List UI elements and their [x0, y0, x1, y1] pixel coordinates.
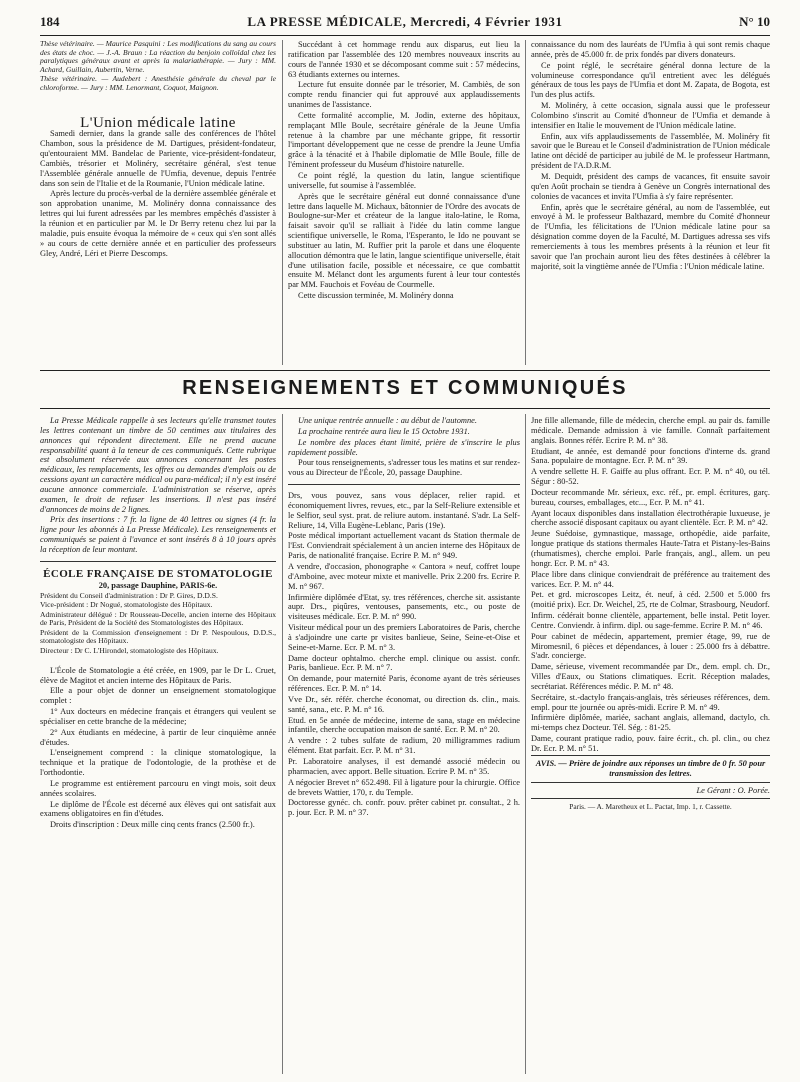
classified-ad: Drs, vous pouvez, sans vous déplacer, relier rapid. et économiquement livres, revues, etc., par la Self-Reliure extensible et le Selfior, seul syst. prat. de reliure autom. instantané. S'adr. La Self-Reliure, 14, Villa Eugène-Leblanc, Paris (19e). [288, 491, 520, 530]
classified-ad: Infirmière diplômée d'Etat, sy. tres références, cherche sit. assistante aupr. Drs., piqûres, ventouses, pansements, etc., ou poste de visiteuses médicale. Ecr. P. M. n° 990. [288, 592, 520, 622]
paragraph: Le diplôme de l'École est décerné aux élèves qui ont satisfait aux examens obligatoires en fin d'études. [40, 799, 276, 819]
officer-line: Administrateur délégué : Dr Rousseau-Decelle, ancien interne des Hôpitaux de Paris, Président de la Société des Stomatologistes des Hôpitaux. [40, 609, 276, 628]
column-divider [282, 40, 283, 365]
top-column-3 [531, 40, 770, 272]
paragraph: Le nombre des places étant limité, prière de s'inscrire le plus rapidement possible. [288, 437, 520, 457]
classified-ad: Place libre dans clinique conviendrait de préférence au traitement des varices. Ecr. P. M. n° 44. [531, 569, 770, 589]
ads-rule [288, 484, 520, 485]
classified-ad: Dame docteur ophtalmo. cherche empl. clinique ou assist. confr. Paris, banlieue. Ecr. P. M. n° 7. [288, 653, 520, 673]
classified-ad: Etudiant, 4e année, est demandé pour fonctions d'interne ds. grand Sana. populaire de montagne. Ecr. P. M. n° 39. [531, 446, 770, 466]
thesis-entry: Thèse vétérinaire. — Maurice Pasquini : Les modifications du sang au cours des états de choc. — J.-A. Braun : La réaction du benjoin colloïdal chez les paralytiques généraux avant et après la malariathérapie. — Jury : MM. Achard, Guillain, Aubertin, Verne. [40, 39, 276, 74]
classified-ad: Poste médical important actuellement vacant ds Station thermale de l'Est. Conviendrait spécialement à un ancien interne des Hôpitaux de Paris, de nationalité française. Ecrire P. M. n° 949. [288, 531, 520, 561]
header-rule [40, 35, 770, 36]
paragraph: Lecture fut ensuite donnée par le trésorier, M. Cambiès, de son compte rendu financier qui fut approuvé aux applaudissements unanimes de l'assistance. [288, 80, 520, 110]
top-column-1 [40, 40, 276, 259]
classified-ad: Infirmière diplômée, mariée, sachant anglais, allemand, dactylo, ch. mi-temps chez Docteur. Tél. Ség. : 81-25. [531, 713, 770, 733]
classified-ad: Infirm. cédérait bonne clientèle, appartement, belle instal. Petit loyer. Centre. Conviendr. à infirm. dipl. ou sage-femme. Ecrire P. M. n° 46. [531, 611, 770, 630]
page-number: 184 [40, 14, 60, 29]
classified-ad: Secrétaire, st.-dactylo français-anglais, très sérieuses références, dem. empl. pour tte journée ou après-midi. Ecrire P. M. n° 49. [531, 692, 770, 712]
paragraph: Enfin, aux vifs applaudissements de l'assemblée, M. Molinéry fit savoir que le Bureau et le Conseil d'administration de l'Union médicale latine ont décidé de participer au jubilé de M. le professeur Hartmann, président de l'A.D.R.M. [531, 131, 770, 171]
column-divider [525, 414, 526, 1074]
officer-line: Directeur : Dr C. L'Hirondel, stomatologiste des Hôpitaux. [40, 646, 219, 656]
officer-line: Président de la Commission d'enseignement : Dr P. Nespoulous, D.D.S., stomatologiste des Hôpitaux. [40, 627, 276, 646]
notice-paragraph: La Presse Médicale rappelle à ses lecteurs qu'elle transmet toutes les lettres contenant un timbre de 50 centimes aux titulaires des annonces qui répondent directement. Elle ne prend aucune responsabilité quant à la teneur de ces communiqués. Cette rubrique est absolument réservée aux annonces concernant les postes médicaux, les remplacements, les offres ou demandes d'emplois ou de cessions ayant un caractère médical ou para-médical; il n'y est inséré aucune annonce commerciale. L'administration se réserve, après examen, le droit de refuser les insertions. Il n'est pas inséré d'annonces de moins de 2 lignes. [40, 416, 276, 514]
notices-column-1 [40, 416, 276, 831]
paragraph: Ce point réglé, la question du latin, langue scientifique universelle, fut soumise à l'assemblée. [288, 170, 520, 190]
paragraph: Droits d'inscription : Deux mille cinq cents francs (2.500 fr.). [50, 820, 255, 830]
section-rule [40, 370, 770, 371]
classified-ad: A vendre sellette H. F. Gaiffe au plus offrant. Ecr. P. M. n° 40, ou tél. Ségur : 80-52. [531, 467, 770, 487]
paragraph: La prochaine rentrée aura lieu le 15 Octobre 1931. [298, 426, 470, 436]
paragraph: Cette formalité accomplie, M. Jodin, externe des hôpitaux, remplaçant Mlle Boule, secrétaire générale de la Jeune Umfia retenue à la chambre par une méchante grippe, fit ressortir l'important développement que ne cesse de prendre la Jeune Umfia grâce à la ténacité et à l'habile diplomatie de Mlle Boule, fille de l'éminent professeur du Muséum d'histoire naturelle. [288, 110, 520, 170]
classified-ad: Jne fille allemande, fille de médecin, cherche empl. au pair ds. famille médicale. Demande admission à vie famille. Connaît parfaitement anglais. Bonnes référ. Ecrire P. M. n° 38. [531, 416, 770, 445]
classified-ad: Pr. Laboratoire analyses, il est demandé associé médecin ou pharmacien, avec apport. Belle situation. Ecrire P. M. n° 35. [288, 757, 520, 776]
gerant-signature: Le Gérant : O. Porée. [531, 782, 770, 796]
paragraph: Après que le secrétaire général eut donné connaissance d'une lettre dans laquelle M. Michaux, bâtonnier de l'Ordre des avocats de Boulogne-sur-Mer et créateur de la langue italo-latine, le Roma, faisait savoir qu'il se ralliait à l'idée du latin comme langue scientifique universelle, le Roma, l'Esperanto, le Ido ne pouvant se substituer au latin, M. Ruffier prit la parole et dans une éloquente allocution démontra que le latin, langue scientifique universelle, était d'une utilisation facile, possible et nécessaire, ce que combattit ensuite M. Mélanct dont les arguments furent à leur tour contestés par MM. Fauchois et Fovéau de Courmelle. [288, 191, 520, 290]
classified-ad: Docteur recommande Mr. sérieux, exc. réf., pr. empl. écritures, garç. bureau, courses, emballages, etc..., Ecr. P. M. n° 41. [531, 487, 770, 507]
notice-paragraph: Prix des insertions : 7 fr. la ligne de 40 lettres ou signes (4 fr. la ligne pour les abonnés à La Presse Médicale). Les renseignements et communiqués se paient à l'avance et sont insérés 8 à 10 jours après la réception de leur montant. [40, 515, 276, 554]
issue-number: N° 10 [739, 14, 770, 29]
classified-ad: Pour cabinet de médecin, appartement, premier étage, 99, rue de Miromesnil, 6 pièces et dépendances, à louer : 25.000 frs à débattre. S'adr. concierge. [531, 631, 770, 661]
school-address: 20, passage Dauphine, PARIS-6e. [98, 580, 218, 590]
classified-ad: Pet. et grd. microscopes Leitz, ét. neuf, à céd. 2.500 et 5.000 frs (moitié prix). Ecr. Dr. Weichel, 25, rte de Colmar, Strasbourg, Neudorf. [531, 590, 770, 610]
classified-ad: Doctoresse gynéc. ch. confr. pouv. prêter cabinet pr. consultat., 2 h. p. jour. Ecr. P. M. n° 37. [288, 798, 520, 818]
notices-column-3 [531, 416, 770, 813]
paragraph: Une unique rentrée annuelle : au début de l'automne. [298, 416, 477, 425]
paragraph: Succédant à cet hommage rendu aux disparus, eut lieu la ratification par l'assemblée des 120 membres nouveaux inscrits au cours de l'année 1930 et se décomposant comme suit : 57 médecins, 63 étudiants externes ou internes. [288, 40, 520, 79]
section-rule [40, 408, 770, 409]
officer-line: Président du Conseil d'administration : Dr P. Gires, D.D.S. [40, 590, 218, 600]
notices-column-2 [288, 416, 520, 819]
column-divider [525, 40, 526, 365]
section-title: RENSEIGNEMENTS ET COMMUNIQUÉS [182, 377, 628, 399]
avis-notice: AVIS. — Prière de joindre aux réponses un timbre de 0 fr. 50 pour transmission des lettres. [531, 755, 770, 779]
classified-ad: A vendre : 2 tubes sulfate de radium, 20 milligrammes radium élément. Etat parfait. Ecr. P. M. n° 31. [288, 736, 520, 756]
paragraph: Le programme est entièrement parcouru en vingt mois, soit deux années scolaires. [40, 778, 276, 798]
classified-ad: Dame, sérieuse, vivement recommandée par Dr., dem. empl. ch. Dr., Villes d'Eaux, ou Stations climatiques. Ecrit. Réception malades, secrétariat. Références médic. P. M. n° 48. [531, 662, 770, 691]
classified-ad: Dame, courant pratique radio, pouv. faire écrit., ch. pl. clin., ou chez Dr. Ecr. P. M. n° 51. [531, 734, 770, 753]
paragraph: Pour tous renseignements, s'adresser tous les matins et sur rendez-vous au Directeur de l'École, 20, passage Dauphine. [288, 458, 520, 478]
paragraph: Elle a pour objet de donner un enseignement stomatologique complet : [40, 686, 276, 706]
paragraph: M. Molinéry, à cette occasion, signala aussi que le professeur Colombino s'inscrit au Comité d'honneur de l'Umfia et demande à intensifier en Italie le mouvement de l'Union médicale latine. [531, 101, 770, 130]
classified-ad: Visiteur médical pour un des premiers Laboratoires de Paris, cherche à s'adjoindre une carte pr visites banlieue, Seine, Seine-et-Oise et Seine-et-Marne. Ecr. P. M. n° 3. [288, 623, 520, 652]
paragraph: L'enseignement comprend : la clinique stomatologique, la technique et la pratique de l'odontologie, de la prothèse et de l'orthodontie. [40, 748, 276, 778]
printer-line: Paris. — A. Maretheux et L. Pactat, Imp. 1, r. Cassette. [531, 798, 770, 812]
school-title: ÉCOLE FRANÇAISE DE STOMATOLOGIE [43, 567, 273, 580]
paragraph: Ce point réglé, le secrétaire général donna lecture de la volumineuse correspondance qu'il entretient avec les délégués généraux de tous les pays de l'Umfia et dont M. Zapata, de Bogota, est l'un des plus actifs. [531, 60, 770, 100]
page-header [40, 14, 770, 34]
classified-ad: Etud. en 5e année de médecine, interne de sana, stage en médecine infantile, cherche occupation maison de santé. Ecr. P. M. n° 20. [288, 715, 520, 735]
paragraph: 1° Aux docteurs en médecine français et étrangers qui veulent se spécialiser en cette branche de la médecine; [40, 707, 276, 726]
classified-ad: Ayant locaux disponibles dans installation électrothérapie luxueuse, je cherche associé disposant capitaux ou ayant clientèle. Ecr. P. M. n° 42. [531, 508, 770, 528]
article-heading: L'Union médicale latine [80, 114, 236, 131]
paragraph: Après lecture du procès-verbal de la dernière assemblée générale et son approbation unanime, M. Molinéry donna connaissance des lettres qui lui furent adressées par les membres empêchés d'assister à la réunion et en particulier par M. le Dr Berry retenu chez lui par la maladie, puis ensuite évoqua la mémoire de « ceux qui s'en sont allés » au cours de cette dernière année et en particulier des professeurs Gley, André, Léri et Pierre Descomps. [40, 189, 276, 258]
notice-rule [40, 561, 276, 562]
thesis-entry: Thèse vétérinaire. — Audebert : Anesthésie générale du cheval par le chloroforme. — Jury : MM. Lenormant, Coquot, Maignon. [40, 74, 276, 92]
paragraph: 2° Aux étudiants en médecine, à partir de leur cinquième année d'études. [40, 727, 276, 747]
journal-title: LA PRESSE MÉDICALE, Mercredi, 4 Février 1931 [247, 14, 563, 29]
classified-ad: Vve Dr., sér. référ. cherche économat, ou direction ds. clin., mais. santé, sana., etc. P. M. n° 16. [288, 694, 520, 714]
classified-ad: On demande, pour maternité Paris, économe ayant de très sérieuses références. Ecr. P. M. n° 14. [288, 674, 520, 694]
paragraph: M. Dequidt, président des camps de vacances, fit ensuite savoir qu'en Août prochain se tiendra à Genève un Congrès international des colonies de vacances et invita l'Umfia à s'y faire représenter. [531, 171, 770, 201]
paragraph: Cette discussion terminée, M. Molinéry donna [298, 291, 454, 301]
paragraph: L'École de Stomatologie a été créée, en 1909, par le Dr L. Cruet, élève de Magitot et ancien interne des Hôpitaux de Paris. [40, 665, 276, 685]
column-divider [282, 414, 283, 1074]
officer-line: Vice-président : Dr Nogué, stomatologiste des Hôpitaux. [40, 600, 213, 610]
classified-ad: Jeune Suédoise, gymnastique, massage, orthopédie, aide parfaite, longue pratique ds stations thermales Haute-Tatra et Pistany-les-Bains (rhumatismes), cherche emploi. Parle français, angl., allem. un peu hongr. Ecr. P. M. n° 43. [531, 529, 770, 568]
paragraph: connaissance du nom des lauréats de l'Umfia à qui sont remis chaque année, près de 45.000 fr. de prix fondés par divers donateurs. [531, 40, 770, 59]
paragraph: Samedi dernier, dans la grande salle des conférences de l'hôtel Chambon, sous la présidence de M. Dartigues, président-fondateur, qu'entouraient MM. Bandelac de Pariente, vice-président-fondateur, Cambiès, trésorier et Molinéry, secrétaire général, s'est tenue l'Assemblée générale annuelle de l'Umfia, devenue, depuis l'entrée dans son sein de l'Italie et de la Roumanie, l'Union médicale latine. [40, 129, 276, 188]
classified-ad: A vendre, d'occasion, phonographe « Cantora » neuf, coffret loupe d'Amboine, avec moteur mixte et manivelle. Prix 2.200 frs. Ecrire P. M. n° 967. [288, 561, 520, 591]
classified-ad: A négocier Brevet n° 652.498. Fil à ligature pour la chirurgie. Office de brevets Wattier, 170, r. du Temple. [288, 777, 520, 797]
paragraph: Enfin, après que le secrétaire général, au nom de l'assemblée, eut envoyé à M. le professeur Balthazard, membre du Comité d'honneur de l'Umfia, les félicitations de l'Union médicale latine pour sa désignation comme doyen de la Faculté, M. Dartigues adressa ses vifs remerciements à tous les membres présents à la réunion et leur fit savoir que l'an prochain auront lieu des fêtes destinées à célébrer la majorité, soit la vingtième année de l'Umfia : l'Union médicale latine. [531, 202, 770, 271]
top-column-2 [288, 40, 520, 302]
